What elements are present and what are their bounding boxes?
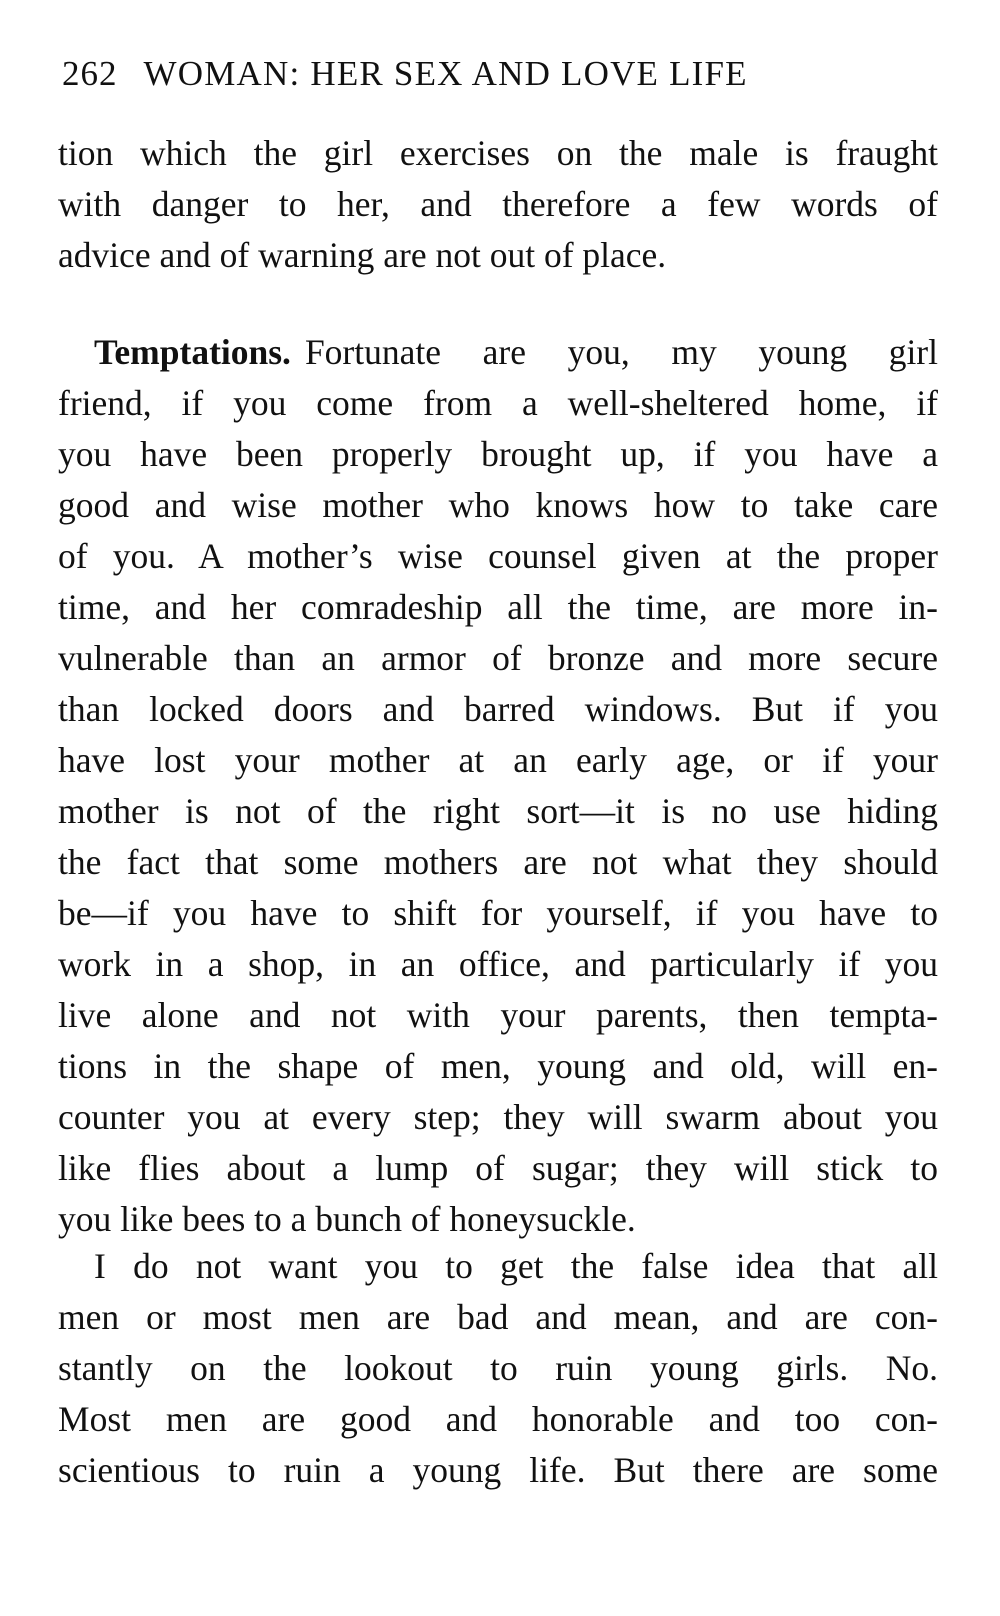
paragraph-continuation — [58, 128, 938, 281]
paragraph-temptations — [58, 327, 938, 1245]
running-head — [62, 52, 942, 96]
text-line: work in a shop, in an office, and particularly if you — [58, 944, 938, 984]
page-number: 262 — [62, 54, 118, 93]
text-line: tions in the shape of men, young and old, will en- — [58, 1046, 938, 1086]
text-line: be—if you have to shift for yourself, if you have to — [58, 893, 938, 933]
text-line: you like bees to a bunch of honeysuckle. — [58, 1199, 636, 1239]
text-line: you have been properly brought up, if you have a — [58, 434, 938, 474]
text-line: time, and her comradeship all the time, are more in- — [58, 587, 938, 627]
text-line: stantly on the lookout to ruin young girls. No. — [58, 1348, 938, 1388]
text-line: vulnerable than an armor of bronze and more secure — [58, 638, 938, 678]
text-line: scientious to ruin a young life. But there are some — [58, 1450, 938, 1490]
text-line: have lost your mother at an early age, or if your — [58, 740, 938, 780]
text-line: mother is not of the right sort—it is no use hiding — [58, 791, 938, 831]
text-line: like flies about a lump of sugar; they will stick to — [58, 1148, 938, 1188]
text-line — [58, 327, 938, 378]
text-line: of you. A mother’s wise counsel given at the proper — [58, 536, 938, 576]
text-line: than locked doors and barred windows. But if you — [58, 689, 938, 729]
text-line: with danger to her, and therefore a few words of — [58, 184, 938, 224]
text-line-rest: Fortunate are you, my young girl — [304, 332, 938, 372]
text-line: tion which the girl exercises on the male is fraught — [58, 133, 938, 173]
text-line: live alone and not with your parents, then tempta- — [58, 995, 938, 1035]
book-title: WOMAN: HER SEX AND LOVE LIFE — [143, 54, 748, 93]
text-line: good and wise mother who knows how to take care — [58, 485, 938, 525]
text-line: the fact that some mothers are not what they should — [58, 842, 938, 882]
text-line: I do not want you to get the false idea that all — [94, 1246, 938, 1286]
text-line: friend, if you come from a well-sheltered home, if — [58, 383, 938, 423]
text-line: advice and of warning are not out of place. — [58, 235, 667, 275]
text-line: counter you at every step; they will swarm about you — [58, 1097, 938, 1137]
text-line: Most men are good and honorable and too con- — [58, 1399, 938, 1439]
text-line: men or most men are bad and mean, and are con- — [58, 1297, 938, 1337]
paragraph-men — [58, 1241, 938, 1496]
section-heading: Temptations. — [94, 332, 291, 372]
